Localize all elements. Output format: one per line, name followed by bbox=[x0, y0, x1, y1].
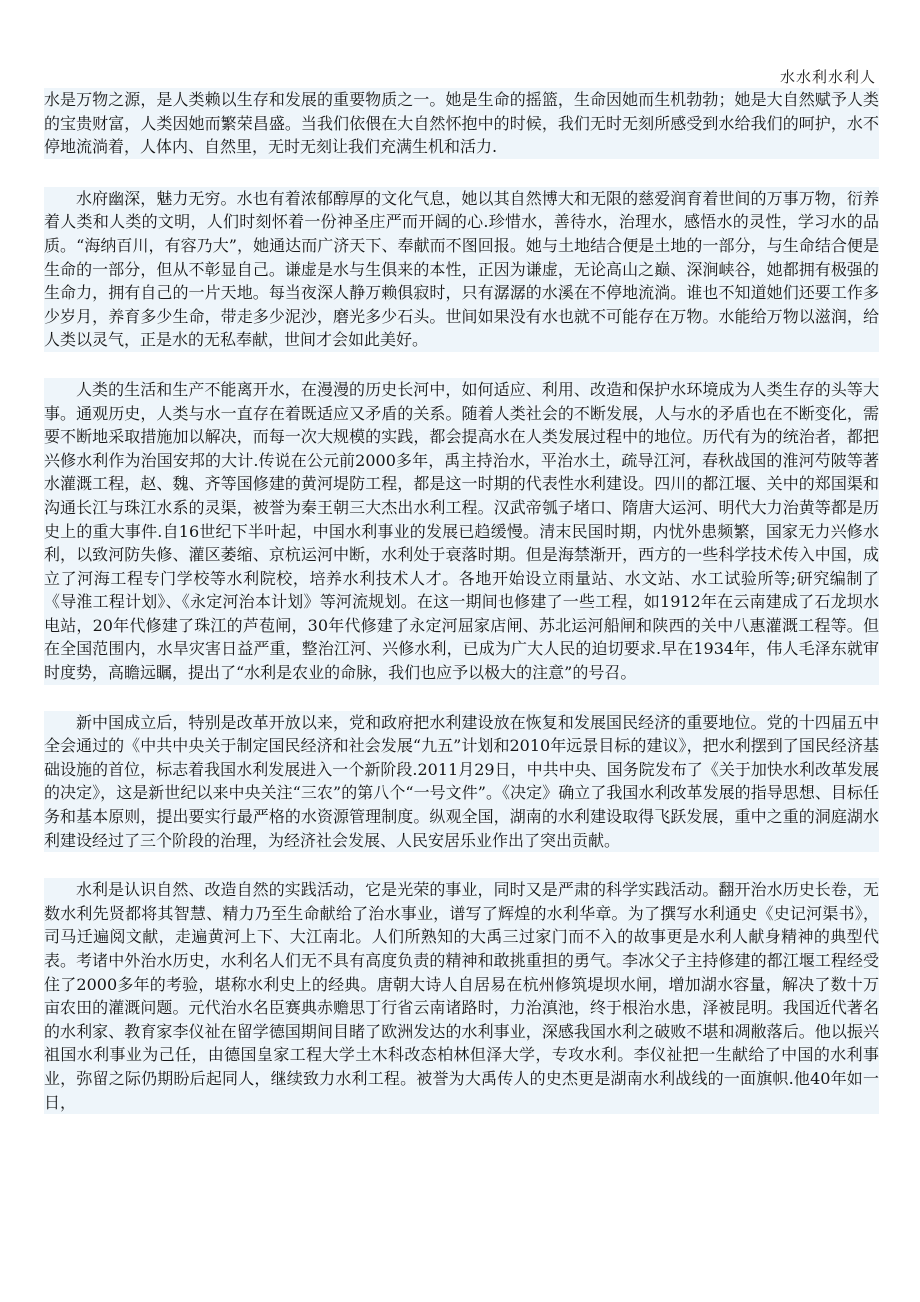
paragraph-water-history: 人类的生活和生产不能离开水，在漫漫的历史长河中，如何适应、利用、改造和保护水环境成为人类生存的头等大事。通观历史，人类与水一直存在着既适应又矛盾的关系。随着人类社会的不断发展，人与水的矛盾也在不断变化，需要不断地采取措施加以解决，而每一次大规模的实践，都会提高水在人类发展过程中的地位。历代有为的统治者，都把兴修水利作为治国安邦的大计.传说在公元前2000多年，禹主持治水，平治水土，疏导江河，春秋战国的淮河芍陂等著水灌溉工程，赵、魏、齐等国修建的黄河堤防工程，都是这一时期的代表性水利建设。四川的都江堰、关中的郑国渠和沟通长江与珠江水系的灵渠，被誉为秦王朝三大杰出水利工程。汉武帝瓠子堵口、隋唐大运河、明代大力治黄等都是历史上的重大事件.自16世纪下半叶起，中国水利事业的发展已趋缓慢。清末民国时期，内忧外患频繁，国家无力兴修水利，以致河防失修、灌区萎缩、京杭运河中断，水利处于衰落时期。但是海禁渐开，西方的一些科学技术传入中国，成立了河海工程专门学校等水利院校，培养水利技术人才。各地开始设立雨量站、水文站、水工试验所等;研究编制了《导淮工程计划》、《永定河治本计划》等河流规划。在这一期间也修建了一些工程，如1912年在云南建成了石龙坝水电站，20年代修建了珠江的芦苞闸，30年代修建了永定河屈家店闸、苏北运河船闸和陕西的关中八惠灌溉工程等。但在全国范围内，水旱灾害日益严重，整治江河、兴修水利，已成为广大人民的迫切要求.早在1934年，伟人毛泽东就审时度势，高瞻远瞩，提出了“水利是农业的命脉，我们也应予以极大的注意”的号召。 bbox=[44, 378, 879, 685]
paragraph-intro: 水是万物之源，是人类赖以生存和发展的重要物质之一。她是生命的摇篮，生命因她而生机勃勃；她是大自然赋予人类的宝贵财富，人类因她而繁荣昌盛。当我们依偎在大自然怀抱中的时候，我们无时无刻所感受到水给我们的呵护，水不停地流淌着，人体内、自然里，无时无刻让我们充满生机和活力. bbox=[44, 88, 879, 159]
page-header: 水水利水利人 bbox=[779, 68, 876, 86]
paragraph-water-pioneers: 水利是认识自然、改造自然的实践活动，它是光荣的事业，同时又是严肃的科学实践活动。翻开治水历史长卷，无数水利先贤都将其智慧、精力乃至生命献给了治水事业，谱写了辉煌的水利华章。为了撰写水利通史《史记河渠书》，司马迁遍阅文献，走遍黄河上下、大江南北。人们所熟知的大禹三过家门而不入的故事更是水利人献身精神的典型代表。考诸中外治水历史，水利名人们无不具有高度负责的精神和敢挑重担的勇气。李冰父子主持修建的都江堰工程经受住了2000多年的考验，堪称水利史上的经典。唐朝大诗人自居易在杭州修筑堤坝水闸，增加湖水容量，解决了数十万亩农田的灌溉问题。元代治水名臣赛典赤赡思丁行省云南诸路时，力治滇池，终于根治水患，泽被昆明。我国近代著名的水利家、教育家李仪祉在留学德国期间目睹了欧洲发达的水利事业，深感我国水利之破败不堪和凋敝落后。他以振兴祖国水利事业为己任，由德国皇家工程大学土木科改态柏林但泽大学，专攻水利。李仪祉把一生献给了中国的水利事业，弥留之际仍期盼后起同人，继续致力水利工程。被誉为大禹传人的史杰更是湖南水利战线的一面旗帜.他40年如一日， bbox=[44, 878, 879, 1114]
paragraph-water-culture: 水府幽深，魅力无穷。水也有着浓郁醇厚的文化气息，她以其自然博大和无限的慈爱润育着世间的万事万物，衍养着人类和人类的文明，人们时刻怀着一份神圣庄严而开阔的心.珍惜水，善待水，治理水，感悟水的灵性，学习水的品质。“海纳百川，有容乃大”，她通达而广济天下、奉献而不图回报。她与土地结合便是土地的一部分，与生命结合便是生命的一部分，但从不彰显自己。谦虚是水与生俱来的本性，正因为谦虚，无论高山之巅、深涧峡谷，她都拥有极强的生命力，拥有自己的一片天地。每当夜深人静万赖俱寂时，只有潺潺的水溪在不停地流淌。谁也不知道她们还要工作多少岁月，养育多少生命，带走多少泥沙，磨光多少石头。世间如果没有水也就不可能存在万物。水能给万物以滋润，给人类以灵气，正是水的无私奉献，世间才会如此美好。 bbox=[44, 187, 879, 352]
paragraph-new-china: 新中国成立后，特别是改革开放以来，党和政府把水利建设放在恢复和发展国民经济的重要地位。党的十四届五中全会通过的《中共中央关于制定国民经济和社会发展“九五”计划和2010年远景目标的建议》，把水利摆到了国民经济基础设施的首位，标志着我国水利发展进入一个新阶段.2011月29日，中共中央、国务院发布了《关于加快水利改革发展的决定》，这是新世纪以来中央关注“三农”的第八个“一号文件”。《决定》确立了我国水利改革发展的指导思想、目标任务和基本原则，提出要实行最严格的水资源管理制度。纵观全国，湖南的水利建设取得飞跃发展，重中之重的洞庭湖水利建设经过了三个阶段的治理，为经济社会发展、人民安居乐业作出了突出贡献。 bbox=[44, 711, 879, 853]
document-body bbox=[44, 88, 879, 1140]
